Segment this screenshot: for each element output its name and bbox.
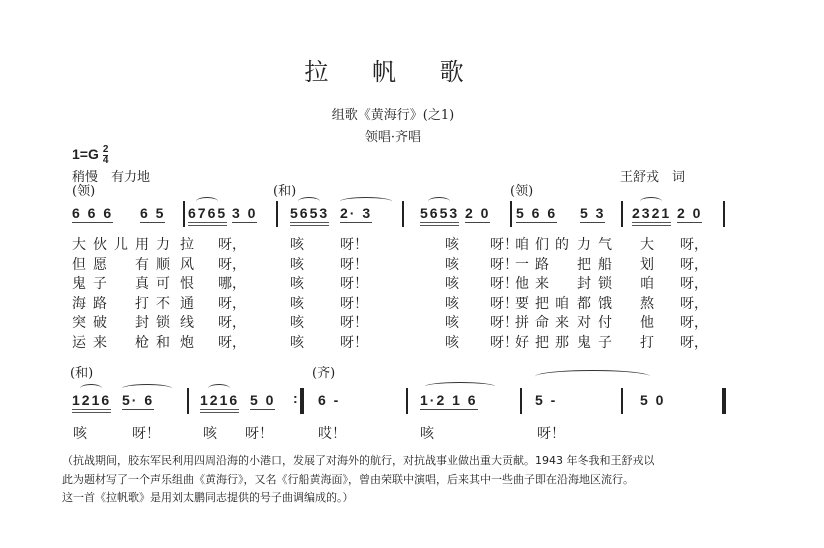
lyric: 但 [72, 256, 86, 273]
footnote-line: 此为题材写了一个声乐组曲《黄海行》，又名《行船黄海面》，曾由荣联中演唱，后来其中一些曲子即在沿海地区流行。 [62, 473, 634, 486]
lyric: 呀！ [340, 237, 368, 253]
lyric: 他 [640, 315, 654, 331]
slur [80, 384, 102, 393]
lyric: 们 [535, 237, 549, 253]
lyric: 的 [555, 237, 569, 253]
note-group: 1·2 1 6 [420, 392, 478, 408]
repeat-dots-icon: : [293, 390, 298, 406]
lyric: 咳 [445, 276, 459, 292]
lyric: 愿 [93, 256, 107, 273]
lyric: 路 [535, 256, 549, 273]
lyric: 可 [156, 276, 170, 292]
lyric: 封 [577, 276, 591, 292]
note-group: 5 0 [640, 392, 666, 408]
lyric: 咳 [290, 237, 304, 253]
bar-line [621, 201, 623, 227]
lyric: 咳 [420, 426, 434, 442]
lyric: 来 [555, 315, 569, 331]
lyric: 不 [156, 295, 170, 312]
lyric: 呀！ [490, 276, 518, 292]
lyric: 大 [640, 237, 654, 253]
lyric: 好 [515, 334, 529, 351]
slur [535, 370, 650, 383]
lyric: 把 [535, 334, 549, 351]
lyric: 咳 [203, 426, 217, 442]
lyric: 和 [156, 334, 170, 351]
lyric: 儿 [114, 237, 128, 253]
note-group: 3 0 [232, 205, 258, 221]
lyric: 突 [72, 315, 86, 331]
slur [340, 197, 392, 206]
lyric: 呀！ [490, 295, 518, 312]
lyric: 真 [135, 276, 149, 292]
lyric: 咱 [640, 276, 654, 292]
note-group: 5653 [420, 205, 459, 226]
lyric: 运 [72, 334, 86, 351]
lyric: 呀， [218, 334, 246, 351]
bar-line [402, 201, 404, 227]
note-group: 2 0 [465, 205, 491, 221]
note-group: 6765 [188, 205, 227, 226]
lyric: 咳 [445, 334, 459, 351]
lyric: 饿 [598, 295, 612, 312]
lyric: 要 [515, 295, 529, 312]
slur [428, 197, 450, 206]
note-group: 6 5 [140, 205, 166, 221]
lyric: 呀！ [490, 237, 518, 253]
lyric: 呀！ [490, 256, 518, 273]
note-group: 6 6 6 [72, 205, 114, 221]
lyric: 力 [577, 237, 591, 253]
lyric: 呀！ [490, 315, 518, 331]
part-marking: (领) [510, 184, 534, 199]
lyric: 破 [93, 315, 107, 331]
lyric: 呀， [218, 315, 246, 331]
lyric: 呀， [218, 256, 246, 273]
lyric: 咳 [445, 315, 459, 331]
lyric: 顺 [156, 256, 170, 273]
lyric: 呀！ [340, 256, 368, 273]
lyric: 拉 [180, 237, 194, 253]
note-group: 5 0 [250, 392, 276, 408]
lyric: 咳 [73, 426, 87, 442]
lyric: 呀！ [245, 426, 273, 442]
lyric: 呀， [680, 237, 708, 253]
lyric: 那 [555, 334, 569, 351]
bar-line [276, 201, 278, 227]
lyric: 都 [577, 295, 591, 312]
lyric: 恨 [180, 276, 194, 292]
lyric: 气 [598, 237, 612, 253]
time-top: 2 [102, 144, 109, 155]
lyric: 呀， [680, 315, 708, 331]
time-bottom: 4 [102, 155, 109, 166]
lyric: 咳 [290, 334, 304, 351]
note-group: 1216 [72, 392, 111, 413]
lyric: 风 [180, 256, 194, 273]
lyric: 付 [598, 315, 612, 331]
lyric: 封 [135, 315, 149, 331]
lyric: 路 [93, 295, 107, 312]
lyric: 伙 [93, 237, 107, 253]
lyric: 子 [93, 276, 107, 292]
footnote-line: （抗战期间，胶东军民利用四周沿海的小港口，发展了对海外的航行，对抗战事业做出重大贡献。1943 年冬我和王舒戎以 [62, 454, 655, 467]
part-marking: (齐) [312, 366, 336, 381]
part-marking: (领) [72, 184, 96, 199]
lyric: 咳 [445, 237, 459, 253]
lyric: 鬼 [577, 334, 591, 351]
lyric: 他 [515, 276, 529, 292]
lyricist: 王舒戎 词 [620, 170, 686, 185]
lyric: 通 [180, 295, 194, 312]
slur [122, 384, 172, 393]
lyric: 线 [180, 315, 194, 331]
slur [208, 384, 230, 393]
slur [425, 382, 495, 391]
lyric: 咱 [555, 295, 569, 312]
lyric: 大 [72, 237, 86, 253]
lyric: 呀！ [340, 295, 368, 312]
time-signature [103, 145, 109, 166]
lyric: 用 [135, 237, 149, 253]
bar-line [723, 201, 725, 227]
lyric: 把 [577, 256, 591, 273]
bar-line [187, 388, 189, 414]
lyric: 枪 [135, 334, 149, 351]
note-group: 6 - [318, 392, 341, 408]
lyric: 力 [156, 237, 170, 253]
lyric: 锁 [598, 276, 612, 292]
note-group: 2 0 [677, 205, 703, 221]
subtitle: 组歌《黄海行》(之1) [331, 108, 455, 123]
slur [298, 197, 320, 206]
lyric: 呀， [680, 276, 708, 292]
lyric: 拼 [515, 315, 529, 331]
lyric: 有 [135, 256, 149, 273]
lyric: 呀！ [490, 334, 518, 351]
lyric: 哪， [218, 276, 246, 292]
lyric: 一 [515, 256, 529, 273]
note-group: 5· 6 [122, 392, 155, 408]
lyric: 来 [535, 276, 549, 292]
lyric: 命 [535, 315, 549, 331]
bar-line [520, 388, 522, 414]
lyric: 呀！ [537, 426, 565, 442]
part-marking: (和) [70, 366, 94, 381]
lyric: 熬 [640, 295, 654, 312]
lyric: 咳 [290, 315, 304, 331]
bar-line [510, 201, 512, 227]
lyric: 海 [72, 295, 86, 312]
lyric: 打 [135, 295, 149, 312]
lyric: 咳 [445, 256, 459, 273]
repeat-bar-line [300, 388, 304, 414]
final-bar-line [722, 388, 726, 414]
lyric: 船 [598, 256, 612, 273]
lyric: 炮 [180, 334, 194, 351]
note-group: 5 6 6 [516, 205, 558, 221]
lyric: 呀， [680, 256, 708, 273]
bar-line [406, 388, 408, 414]
slur [196, 197, 218, 206]
bar-line [183, 201, 185, 227]
lyric: 锁 [156, 315, 170, 331]
lyric: 呀！ [340, 276, 368, 292]
key: 1=G [72, 146, 99, 163]
note-group: 5 - [535, 392, 558, 408]
slur [640, 197, 662, 206]
note-group: 2· 3 [340, 205, 373, 221]
lyric: 打 [640, 334, 654, 351]
lyric: 咳 [290, 295, 304, 312]
lyric: 把 [535, 295, 549, 312]
lyric: 对 [577, 315, 591, 331]
key-signature [72, 145, 108, 166]
footnote-line: 这一首《拉帆歌》是用刘太鹏同志提供的号子曲调编成的。） [62, 491, 354, 504]
note-group: 1216 [200, 392, 239, 413]
lyric: 咳 [445, 295, 459, 312]
lyric: 呀！ [340, 334, 368, 351]
lyric: 子 [598, 334, 612, 351]
lyric: 呀！ [132, 426, 160, 442]
lyric: 呀， [218, 295, 246, 312]
lyric: 呀， [680, 334, 708, 351]
lyric: 呀！ [340, 315, 368, 331]
note-group: 5653 [290, 205, 329, 226]
part-marking: (和) [273, 184, 297, 199]
song-title: 拉 帆 歌 [304, 58, 482, 86]
note-group: 2321 [632, 205, 671, 226]
lyric: 咳 [290, 276, 304, 292]
lyric: 咳 [290, 256, 304, 273]
lyric: 划 [640, 256, 654, 273]
lyric: 呀， [680, 295, 708, 312]
lyric: 哎！ [318, 426, 346, 442]
lyric: 来 [93, 334, 107, 351]
lyric: 鬼 [72, 276, 86, 292]
tempo-marking: 稍慢 有力地 [72, 170, 151, 185]
lyric: 咱 [515, 237, 529, 253]
performance-type: 领唱·齐唱 [364, 130, 422, 145]
lyric: 呀， [218, 237, 246, 253]
bar-line [621, 388, 623, 414]
note-group: 5 3 [580, 205, 606, 221]
